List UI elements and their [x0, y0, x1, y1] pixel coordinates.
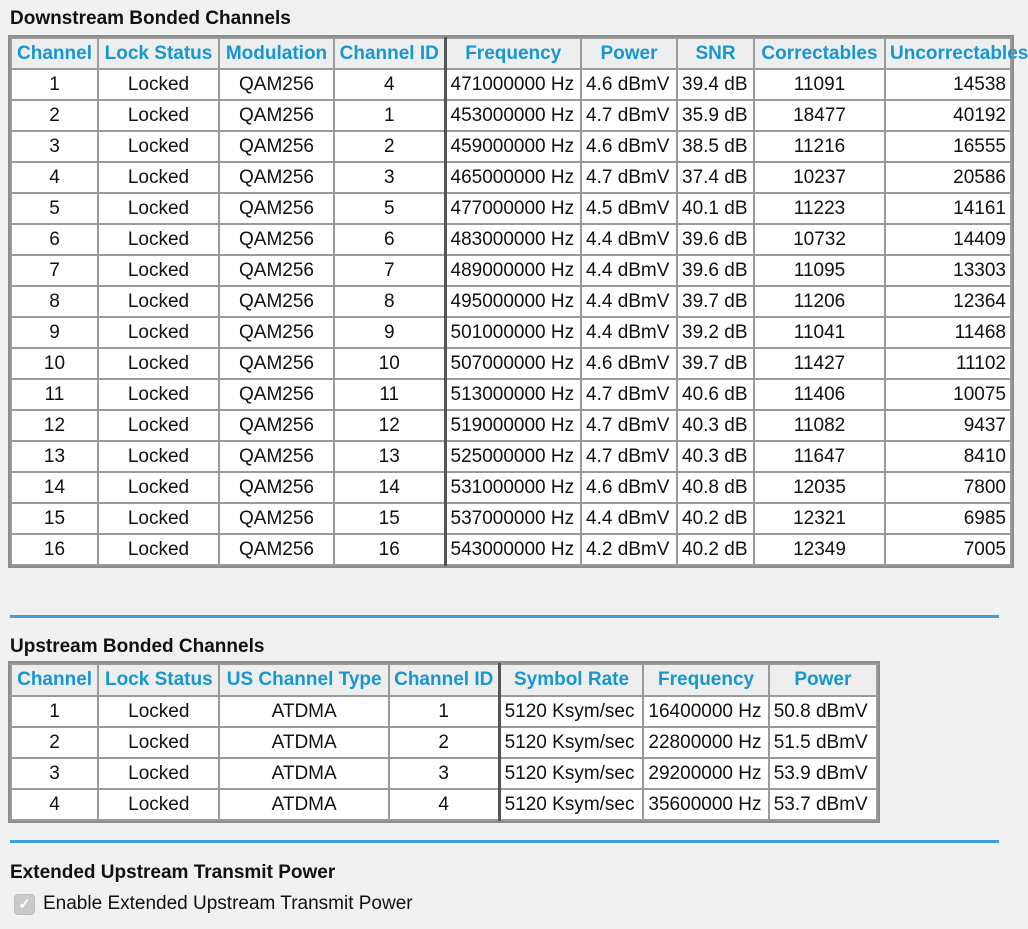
downstream-table-cell: 11041: [754, 317, 885, 348]
upstream-table-cell: 22800000 Hz: [643, 727, 768, 758]
downstream-table-row: [11, 100, 1011, 131]
downstream-table-cell: 4.4 dBmV: [581, 317, 677, 348]
downstream-column-header: Frequency: [445, 38, 581, 69]
downstream-column-header: Channel: [11, 38, 98, 69]
downstream-table-cell: Locked: [98, 348, 219, 379]
downstream-table-cell: 12321: [754, 503, 885, 534]
upstream-column-header: US Channel Type: [219, 664, 388, 696]
downstream-table-cell: Locked: [98, 534, 219, 565]
upstream-table-cell: 1: [11, 696, 98, 727]
downstream-table-cell: 543000000 Hz: [445, 534, 581, 565]
downstream-table-cell: 477000000 Hz: [445, 193, 581, 224]
upstream-column-header: Power: [769, 664, 877, 696]
section-separator: [10, 840, 999, 843]
downstream-table-cell: 8410: [885, 441, 1011, 472]
downstream-table-cell: Locked: [98, 224, 219, 255]
downstream-table-cell: Locked: [98, 193, 219, 224]
downstream-table-cell: 4.7 dBmV: [581, 441, 677, 472]
upstream-table-cell: 5120 Ksym/sec: [499, 727, 643, 758]
downstream-table-cell: 4: [11, 162, 98, 193]
downstream-table-cell: 39.7 dB: [677, 286, 754, 317]
downstream-table-cell: 4: [334, 69, 445, 100]
downstream-table-cell: 39.6 dB: [677, 255, 754, 286]
downstream-table-cell: Locked: [98, 503, 219, 534]
downstream-table-cell: Locked: [98, 441, 219, 472]
upstream-table-cell: 16400000 Hz: [643, 696, 768, 727]
downstream-table-cell: 465000000 Hz: [445, 162, 581, 193]
downstream-table-cell: Locked: [98, 410, 219, 441]
upstream-table-cell: 50.8 dBmV: [769, 696, 877, 727]
extended-power-checkbox[interactable]: [14, 894, 35, 915]
downstream-table-cell: Locked: [98, 379, 219, 410]
downstream-table-cell: Locked: [98, 100, 219, 131]
downstream-table-cell: 14538: [885, 69, 1011, 100]
downstream-table-cell: Locked: [98, 317, 219, 348]
downstream-table-cell: 11095: [754, 255, 885, 286]
downstream-table-cell: 11647: [754, 441, 885, 472]
downstream-table-cell: QAM256: [219, 162, 334, 193]
downstream-table-cell: 14409: [885, 224, 1011, 255]
downstream-table-cell: QAM256: [219, 503, 334, 534]
downstream-table-cell: 9: [11, 317, 98, 348]
downstream-table-cell: 4.4 dBmV: [581, 503, 677, 534]
downstream-table-cell: QAM256: [219, 348, 334, 379]
downstream-title: Downstream Bonded Channels: [10, 8, 291, 29]
downstream-table-cell: 40.2 dB: [677, 503, 754, 534]
downstream-table-cell: 12349: [754, 534, 885, 565]
downstream-table-cell: 4.6 dBmV: [581, 348, 677, 379]
downstream-column-header: Channel ID: [334, 38, 445, 69]
downstream-table-cell: 39.4 dB: [677, 69, 754, 100]
upstream-table-cell: 5120 Ksym/sec: [499, 758, 643, 789]
downstream-table-cell: QAM256: [219, 441, 334, 472]
downstream-table-cell: QAM256: [219, 224, 334, 255]
downstream-table-row: [11, 441, 1011, 472]
downstream-table-cell: 35.9 dB: [677, 100, 754, 131]
downstream-table-row: [11, 379, 1011, 410]
downstream-table-row: [11, 255, 1011, 286]
downstream-table-cell: 4.7 dBmV: [581, 100, 677, 131]
downstream-table-row: [11, 503, 1011, 534]
downstream-table-cell: 4.5 dBmV: [581, 193, 677, 224]
downstream-table-cell: QAM256: [219, 410, 334, 441]
upstream-table-cell: Locked: [98, 727, 219, 758]
downstream-table-row: [11, 348, 1011, 379]
downstream-table-cell: 11082: [754, 410, 885, 441]
upstream-table-cell: 53.7 dBmV: [769, 789, 877, 820]
downstream-table-cell: 12035: [754, 472, 885, 503]
downstream-table-cell: QAM256: [219, 131, 334, 162]
downstream-table-cell: 11: [11, 379, 98, 410]
upstream-table: [10, 663, 878, 821]
downstream-table-cell: 483000000 Hz: [445, 224, 581, 255]
downstream-table-row: [11, 472, 1011, 503]
downstream-table-cell: Locked: [98, 286, 219, 317]
downstream-table-cell: 3: [11, 131, 98, 162]
downstream-table-cell: 11427: [754, 348, 885, 379]
upstream-table-cell: 5120 Ksym/sec: [499, 789, 643, 820]
upstream-column-header: Symbol Rate: [499, 664, 643, 696]
downstream-table-cell: 11091: [754, 69, 885, 100]
downstream-table-cell: 11223: [754, 193, 885, 224]
upstream-table-cell: Locked: [98, 789, 219, 820]
upstream-table-cell: ATDMA: [219, 696, 388, 727]
downstream-table-cell: 4.4 dBmV: [581, 255, 677, 286]
downstream-table-cell: 4.2 dBmV: [581, 534, 677, 565]
downstream-table-cell: 18477: [754, 100, 885, 131]
downstream-table-cell: 39.2 dB: [677, 317, 754, 348]
upstream-column-header: Channel: [11, 664, 98, 696]
downstream-table-cell: 2: [11, 100, 98, 131]
upstream-table-row: [11, 696, 877, 727]
downstream-table-cell: 2: [334, 131, 445, 162]
downstream-table-cell: 519000000 Hz: [445, 410, 581, 441]
upstream-table-row: [11, 789, 877, 820]
downstream-table: [10, 37, 1028, 566]
downstream-table-cell: 40.3 dB: [677, 441, 754, 472]
downstream-table-cell: QAM256: [219, 317, 334, 348]
upstream-header-row: [11, 664, 877, 696]
downstream-table-cell: 9437: [885, 410, 1011, 441]
downstream-table-cell: 4.7 dBmV: [581, 410, 677, 441]
downstream-table-cell: 10237: [754, 162, 885, 193]
downstream-table-cell: 11406: [754, 379, 885, 410]
checkmark-icon: ✓: [18, 895, 31, 913]
downstream-table-cell: Locked: [98, 69, 219, 100]
downstream-table-row: [11, 162, 1011, 193]
downstream-table-row: [11, 534, 1011, 565]
upstream-table-cell: ATDMA: [219, 789, 388, 820]
downstream-table-row: [11, 224, 1011, 255]
extended-power-checkbox-label[interactable]: Enable Extended Upstream Transmit Power: [43, 893, 413, 914]
downstream-table-cell: 12: [334, 410, 445, 441]
upstream-column-header: Frequency: [643, 664, 768, 696]
upstream-table-cell: ATDMA: [219, 727, 388, 758]
downstream-column-header: Power: [581, 38, 677, 69]
downstream-table-cell: QAM256: [219, 193, 334, 224]
downstream-table-cell: 14: [334, 472, 445, 503]
downstream-table-cell: 11: [334, 379, 445, 410]
downstream-table-cell: 6: [11, 224, 98, 255]
downstream-header-row: [11, 38, 1011, 69]
upstream-table-cell: 4: [11, 789, 98, 820]
upstream-column-header: Channel ID: [389, 664, 499, 696]
downstream-table-cell: 11206: [754, 286, 885, 317]
downstream-table-cell: 513000000 Hz: [445, 379, 581, 410]
downstream-table-row: [11, 410, 1011, 441]
downstream-table-cell: 15: [334, 503, 445, 534]
upstream-table-cell: 29200000 Hz: [643, 758, 768, 789]
downstream-table-row: [11, 69, 1011, 100]
downstream-table-cell: 40.2 dB: [677, 534, 754, 565]
downstream-table-cell: QAM256: [219, 379, 334, 410]
downstream-column-header: SNR: [677, 38, 754, 69]
downstream-table-cell: 11468: [885, 317, 1011, 348]
downstream-table-cell: 7: [334, 255, 445, 286]
downstream-table-cell: 38.5 dB: [677, 131, 754, 162]
section-separator: [10, 615, 999, 618]
downstream-table-cell: 8: [334, 286, 445, 317]
upstream-table-cell: 1: [389, 696, 499, 727]
downstream-table-cell: 6985: [885, 503, 1011, 534]
downstream-table-cell: 531000000 Hz: [445, 472, 581, 503]
downstream-table-cell: 6: [334, 224, 445, 255]
downstream-table-cell: 7: [11, 255, 98, 286]
downstream-table-cell: 4.6 dBmV: [581, 472, 677, 503]
downstream-table-cell: 40.6 dB: [677, 379, 754, 410]
downstream-table-cell: 13303: [885, 255, 1011, 286]
upstream-table-cell: 2: [389, 727, 499, 758]
extended-power-option[interactable]: [14, 893, 413, 915]
downstream-table-cell: 12364: [885, 286, 1011, 317]
downstream-table-row: [11, 286, 1011, 317]
downstream-table-cell: 9: [334, 317, 445, 348]
downstream-column-header: Correctables: [754, 38, 885, 69]
downstream-table-cell: 40.8 dB: [677, 472, 754, 503]
downstream-column-header: Lock Status: [98, 38, 219, 69]
downstream-table-cell: 5: [11, 193, 98, 224]
downstream-table-cell: 37.4 dB: [677, 162, 754, 193]
downstream-table-cell: QAM256: [219, 472, 334, 503]
downstream-table-cell: 7800: [885, 472, 1011, 503]
downstream-table-cell: 8: [11, 286, 98, 317]
downstream-table-cell: 495000000 Hz: [445, 286, 581, 317]
downstream-table-cell: 14: [11, 472, 98, 503]
downstream-table-cell: 507000000 Hz: [445, 348, 581, 379]
downstream-table-cell: 10: [334, 348, 445, 379]
downstream-table-cell: 489000000 Hz: [445, 255, 581, 286]
upstream-table-row: [11, 727, 877, 758]
downstream-table-cell: 4.6 dBmV: [581, 131, 677, 162]
downstream-table-cell: 4.4 dBmV: [581, 224, 677, 255]
downstream-table-cell: QAM256: [219, 255, 334, 286]
downstream-table-cell: 11102: [885, 348, 1011, 379]
downstream-table-cell: 459000000 Hz: [445, 131, 581, 162]
upstream-table-row: [11, 758, 877, 789]
downstream-table-cell: 13: [11, 441, 98, 472]
downstream-table-row: [11, 131, 1011, 162]
downstream-table-cell: 4.7 dBmV: [581, 379, 677, 410]
upstream-title: Upstream Bonded Channels: [10, 636, 265, 657]
upstream-table-cell: Locked: [98, 696, 219, 727]
downstream-table-cell: 10: [11, 348, 98, 379]
downstream-table-cell: 16555: [885, 131, 1011, 162]
downstream-table-cell: 39.6 dB: [677, 224, 754, 255]
upstream-table-cell: 5120 Ksym/sec: [499, 696, 643, 727]
downstream-table-row: [11, 317, 1011, 348]
downstream-table-cell: QAM256: [219, 286, 334, 317]
downstream-table-cell: 16: [11, 534, 98, 565]
upstream-table-cell: 51.5 dBmV: [769, 727, 877, 758]
upstream-table-cell: Locked: [98, 758, 219, 789]
downstream-table-cell: 501000000 Hz: [445, 317, 581, 348]
downstream-table-cell: 12: [11, 410, 98, 441]
upstream-table-cell: 3: [389, 758, 499, 789]
downstream-table-cell: Locked: [98, 162, 219, 193]
downstream-table-cell: 40.3 dB: [677, 410, 754, 441]
downstream-table-cell: 4.7 dBmV: [581, 162, 677, 193]
downstream-table-cell: 525000000 Hz: [445, 441, 581, 472]
downstream-table-cell: 10075: [885, 379, 1011, 410]
downstream-column-header: Uncorrectables: [885, 38, 1011, 69]
downstream-table-cell: 40.1 dB: [677, 193, 754, 224]
upstream-table-cell: 35600000 Hz: [643, 789, 768, 820]
upstream-column-header: Lock Status: [98, 664, 219, 696]
upstream-table-cell: 2: [11, 727, 98, 758]
downstream-table-cell: QAM256: [219, 69, 334, 100]
downstream-table-cell: 14161: [885, 193, 1011, 224]
upstream-table-cell: ATDMA: [219, 758, 388, 789]
downstream-table-cell: QAM256: [219, 100, 334, 131]
downstream-table-cell: 4.4 dBmV: [581, 286, 677, 317]
downstream-table-cell: 1: [11, 69, 98, 100]
downstream-table-cell: 537000000 Hz: [445, 503, 581, 534]
downstream-table-cell: 5: [334, 193, 445, 224]
upstream-table-cell: 3: [11, 758, 98, 789]
upstream-table-cell: 4: [389, 789, 499, 820]
downstream-table-cell: 20586: [885, 162, 1011, 193]
downstream-table-cell: Locked: [98, 131, 219, 162]
downstream-table-cell: Locked: [98, 255, 219, 286]
downstream-table-cell: 15: [11, 503, 98, 534]
downstream-table-cell: 13: [334, 441, 445, 472]
downstream-table-cell: 3: [334, 162, 445, 193]
downstream-table-cell: 39.7 dB: [677, 348, 754, 379]
downstream-table-cell: 453000000 Hz: [445, 100, 581, 131]
downstream-table-row: [11, 193, 1011, 224]
downstream-table-cell: 4.6 dBmV: [581, 69, 677, 100]
downstream-table-cell: 7005: [885, 534, 1011, 565]
downstream-table-cell: Locked: [98, 472, 219, 503]
upstream-table-cell: 53.9 dBmV: [769, 758, 877, 789]
downstream-table-cell: 471000000 Hz: [445, 69, 581, 100]
downstream-table-cell: 10732: [754, 224, 885, 255]
downstream-table-cell: 1: [334, 100, 445, 131]
downstream-table-cell: 16: [334, 534, 445, 565]
downstream-table-cell: QAM256: [219, 534, 334, 565]
downstream-table-cell: 11216: [754, 131, 885, 162]
downstream-column-header: Modulation: [219, 38, 334, 69]
extended-power-title: Extended Upstream Transmit Power: [10, 862, 336, 883]
downstream-table-cell: 40192: [885, 100, 1011, 131]
